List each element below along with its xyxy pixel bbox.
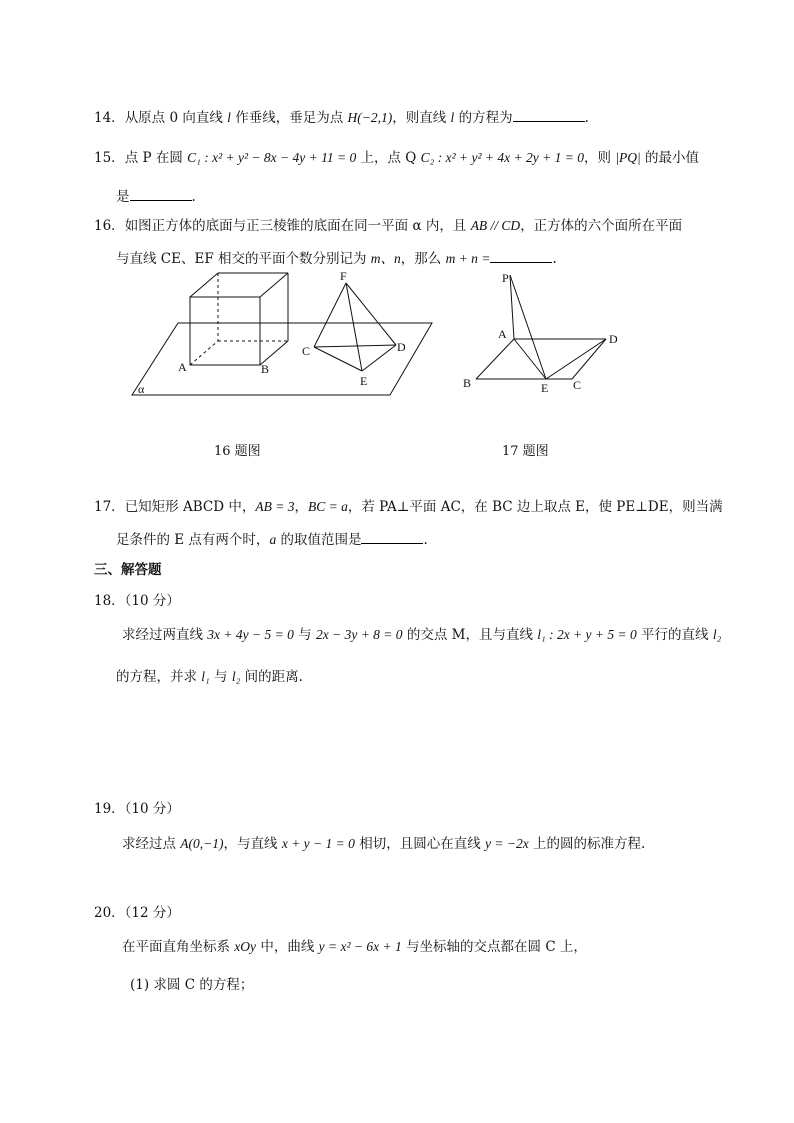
question-text: 从原点 0 向直线 [124,110,228,126]
figure-16 [120,265,450,405]
question-17-line2 [116,529,428,549]
question-20-header: 20．（12 分） [94,905,180,921]
label-e: E [541,381,549,395]
question-text: ，与直线 [223,836,282,852]
question-text: ，若 PA⊥平面 AC，在 BC 边上取点 E，使 PE⊥DE，则当满 [347,499,723,515]
label-a: A [178,360,187,374]
question-text: 在平面直角坐标系 [122,939,235,955]
question-15 [94,149,699,167]
question-text: 的最小值 [640,150,699,166]
question-text: 的取值范围是 [276,532,362,548]
question-20-sub1: (1) 求圆 C 的方程； [130,977,254,993]
question-18 [122,626,721,644]
question-20 [122,938,587,956]
question-text: 是 [116,189,130,205]
math-circle-c2: C₂ : x² + y² + 4x + 2y + 1 = 0 [420,150,584,165]
math-point-h: H(−2,1) [347,110,393,125]
question-text: 中，曲线 [256,939,319,955]
section-heading: 三、解答题 [94,562,162,578]
question-number: 14． [94,110,125,126]
period: . [191,189,196,205]
question-text: 求经过两直线 [122,627,208,643]
math-xoy: xOy [234,939,257,954]
question-14 [94,107,589,127]
math-l2: l₂ [712,627,722,642]
question-text: 已知矩形 ABCD 中， [124,499,256,515]
question-text: ，那么 [400,251,446,267]
math-l1: l₁ [201,669,210,684]
question-text: 与 [293,627,316,643]
label-b: B [261,362,270,376]
label-f: F [340,269,347,283]
label-c: C [302,344,311,358]
question-18-line2 [116,668,303,686]
question-16 [94,217,682,235]
math-l: l [450,110,455,125]
math-l: l [227,110,231,125]
figure-16-caption: 16 题图 [214,444,261,459]
label-alpha: α [138,382,145,396]
label-p: P [502,271,509,285]
answer-blank[interactable] [490,248,552,263]
math-mn: m、n [370,251,401,266]
question-19 [122,835,645,853]
question-17 [94,498,723,516]
question-text: 与坐标轴的交点都在圆 C 上， [401,939,587,955]
question-text: 的交点 M，且与直线 [402,627,538,643]
answer-blank[interactable] [361,529,423,544]
label-c: C [573,378,582,392]
label-d: D [397,340,406,354]
math-bc: BC = a [307,499,348,514]
question-text: 与直线 CE、EF 相交的平面个数分别记为 [116,251,371,267]
period: . [584,110,589,126]
math-eq2: 2x − 3y + 8 = 0 [315,627,403,642]
math-eq1: x + y − 1 = 0 [281,836,355,851]
question-text: 如图正方体的底面与正三棱锥的底面在同一平面 α 内，且 [124,218,471,234]
question-text: ， [294,499,308,515]
label-b: B [463,376,472,390]
math-l2: l₂ [231,669,241,684]
question-number: 15． [94,150,125,166]
question-text: 足条件的 E 点有两个时， [116,532,270,548]
question-text: 与 [209,669,232,685]
math-eq1: 3x + 4y − 5 = 0 [207,627,294,642]
question-number: 17． [94,499,125,515]
period: . [423,532,428,548]
question-text: 间的距离. [240,669,303,685]
math-parallel: AB // CD [470,218,521,233]
figure-17 [458,265,628,405]
question-text: 的方程，并求 [116,669,202,685]
question-text: 求经过点 [122,836,181,852]
cube-front-face [190,297,260,365]
question-15-line2 [116,186,196,206]
question-text: 的方程为 [454,110,513,126]
figure-17-caption: 17 题图 [502,444,549,459]
question-text: 平行的直线 [636,627,713,643]
question-text: 点 P 在圆 [124,150,188,166]
answer-blank[interactable] [513,107,585,122]
math-eq3: l₁ : 2x + y + 5 = 0 [537,627,637,642]
label-e: E [360,374,368,388]
math-a: a [269,532,277,547]
question-text: 作垂线，垂足为点 [230,110,348,126]
math-ab: AB = 3 [255,499,295,514]
question-text: ，则 [583,150,616,166]
label-d: D [609,332,618,346]
math-eq2: y = −2x [485,836,529,851]
question-text: 相切，且圆心在直线 [354,836,485,852]
question-number: 16． [94,218,125,234]
question-19-header: 19．（10 分） [94,801,180,817]
answer-blank[interactable] [130,186,192,201]
math-circle-c1: C₁ : x² + y² − 8x − 4y + 11 = 0 [187,150,357,165]
question-18-header: 18．（10 分） [94,593,180,609]
math-sum: m + n = [445,251,491,266]
question-text: ，则直线 [392,110,451,126]
label-a: A [498,327,507,341]
question-text: 上，点 Q [356,150,421,166]
period: . [552,251,557,267]
math-pq: |PQ| [615,150,641,165]
question-text: ，正方体的六个面所在平面 [520,218,683,234]
question-text: 上的圆的标准方程. [528,836,646,852]
math-point-a: A(0,−1) [180,836,224,851]
math-curve: y = x² − 6x + 1 [318,939,402,954]
